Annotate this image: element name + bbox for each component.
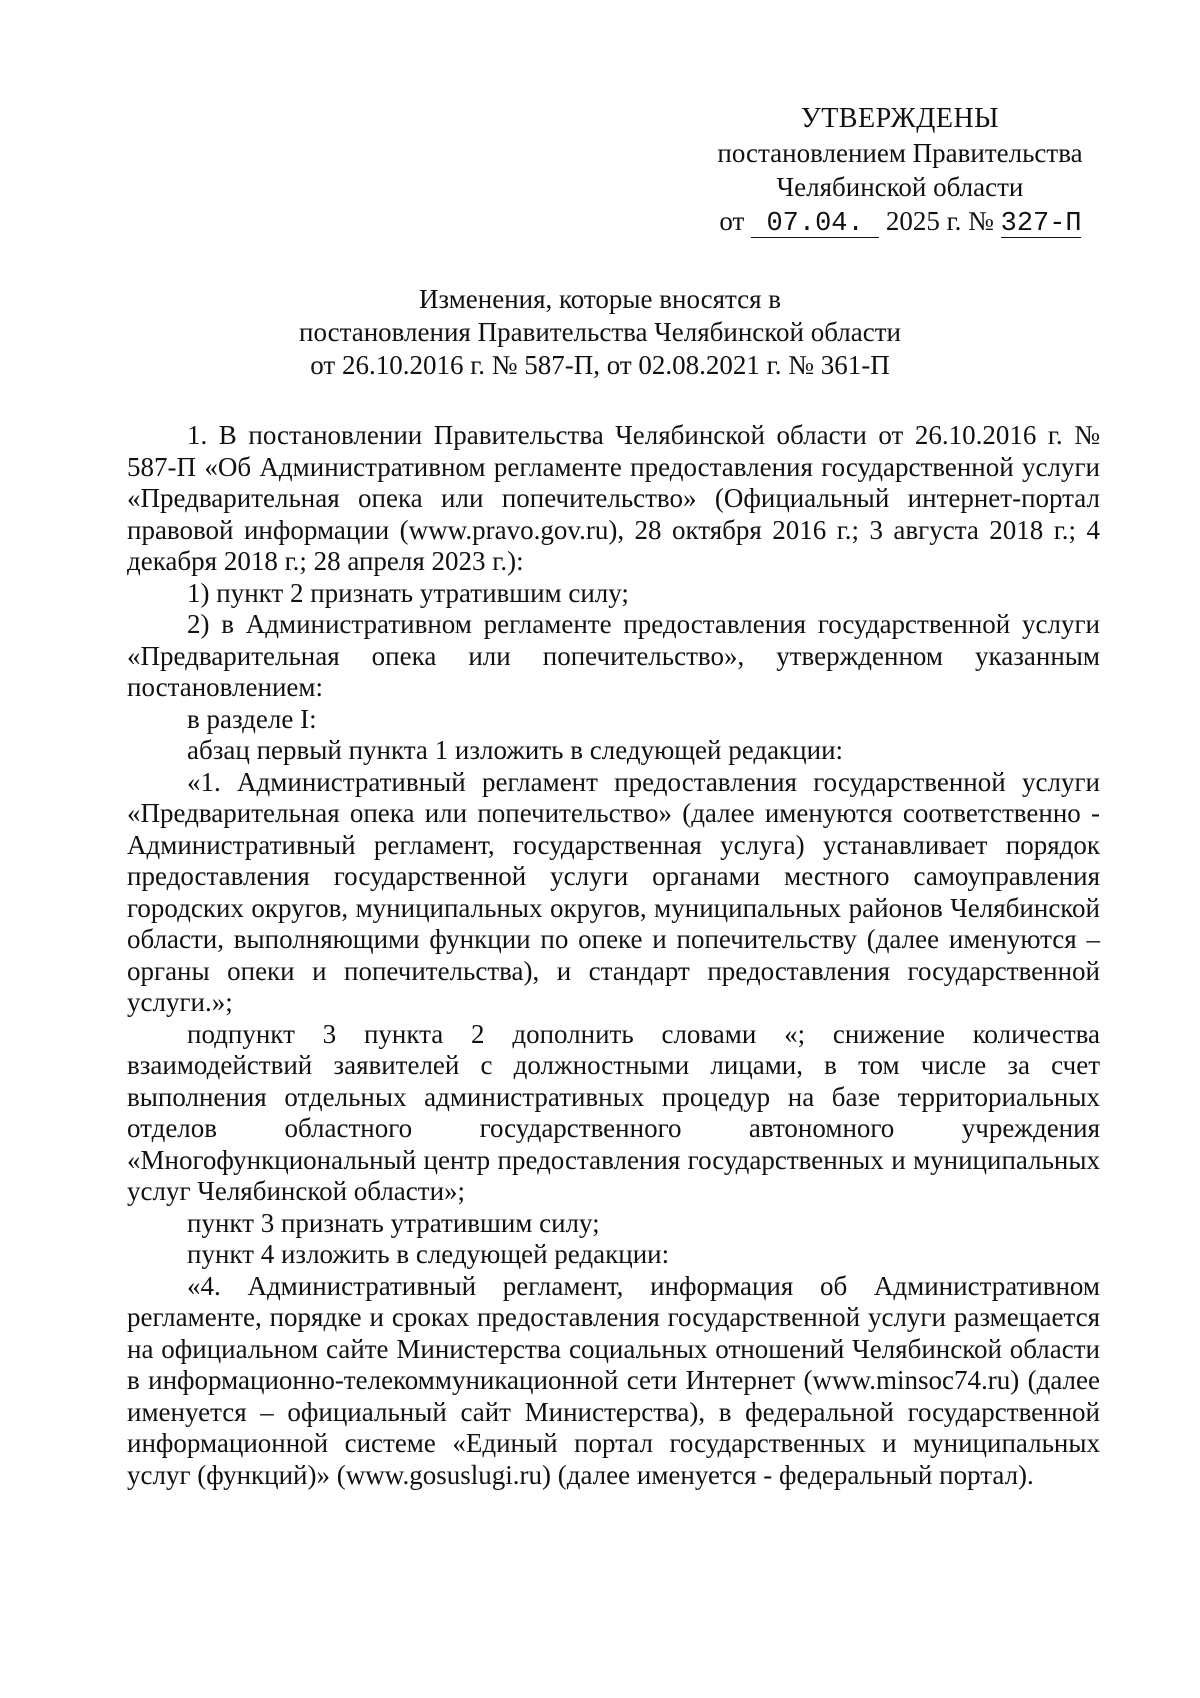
approval-date-line	[690, 204, 1110, 238]
heading-line-3: от 26.10.2016 г. № 587-П, от 02.08.2021 г. № 361-П	[310, 350, 890, 380]
approval-number-field: 327-П	[1000, 209, 1082, 239]
paragraph: пункт 4 изложить в следующей редакции:	[187, 1239, 670, 1269]
year-text: 2025 г. №	[885, 206, 994, 236]
approval-stamp	[690, 102, 1110, 238]
paragraph: в разделе I:	[187, 703, 317, 734]
paragraph: абзац первый пункта 1 изложить в следующей редакции:	[187, 735, 844, 765]
paragraph: 1) пункт 2 признать утратившим силу;	[187, 577, 629, 608]
paragraph: «1. Административный регламент предоставления государственной услуги «Предварительная опека или попечительство» (далее именуются соответственно - Административный регламент, государственная услуга) устанавливает порядок предоставления государственной услуги органами местного самоуправления городских округов, муниципальных округов, муниципальных районов Челябинской области, выполняющими функции по опеке и попечительству (далее именуются – органы опеки и попечительства), и стандарт предоставления государственной услуги.»;	[127, 766, 1100, 1017]
date-prefix: от	[719, 206, 745, 236]
heading-line-1: Изменения, которые вносятся в	[418, 284, 782, 314]
paragraph: 1. В постановлении Правительства Челябинской области от 26.10.2016 г. № 587-П «Об Административном регламенте предоставления государственной услуги «Предварительная опека или попечительство» (Официальный интернет-портал правовой информации (www.pravo.gov.ru), 28 октября 2016 г.; 3 августа 2018 г.; 4 декабря 2018 г.; 28 апреля 2023 г.):	[127, 420, 1100, 576]
approval-line-1: постановлением Правительства	[717, 138, 1083, 168]
paragraph: 2) в Административном регламенте предоставления государственной услуги «Предварительная опека или попечительство», утвержденном указанным постановлением:	[127, 609, 1100, 702]
paragraph: подпункт 3 пункта 2 дополнить словами «; снижение количества взаимодействий заявителей с должностными лицами, в том числе за счет выполнения отдельных административных процедур на базе территориальных отделов областного государственного автономного учреждения «Многофункциональный центр предоставления государственных и муниципальных услуг Челябинской области»;	[127, 1018, 1100, 1206]
paragraph: пункт 3 признать утратившим силу;	[187, 1207, 600, 1238]
document-heading	[200, 283, 1000, 382]
document-body	[127, 420, 1100, 1491]
heading-line-2: постановления Правительства Челябинской области	[299, 317, 901, 347]
approval-line-2: Челябинской области	[776, 172, 1024, 202]
approval-title: УТВЕРЖДЕНЫ	[800, 103, 1000, 134]
approval-date-field: 07.04.	[751, 211, 879, 238]
paragraph: «4. Административный регламент, информация об Административном регламенте, порядке и сроках предоставления государственной услуги размещается на официальном сайте Министерства социальных отношений Челябинской области в информационно-телекоммуникационной сети Интернет (www.minsoc74.ru) (далее именуется – официальный сайт Министерства), в федеральной государственной информационной системе «Единый портал государственных и муниципальных услуг (функций)» (www.gosuslugi.ru) (далее именуется - федеральный портал).	[127, 1270, 1100, 1490]
